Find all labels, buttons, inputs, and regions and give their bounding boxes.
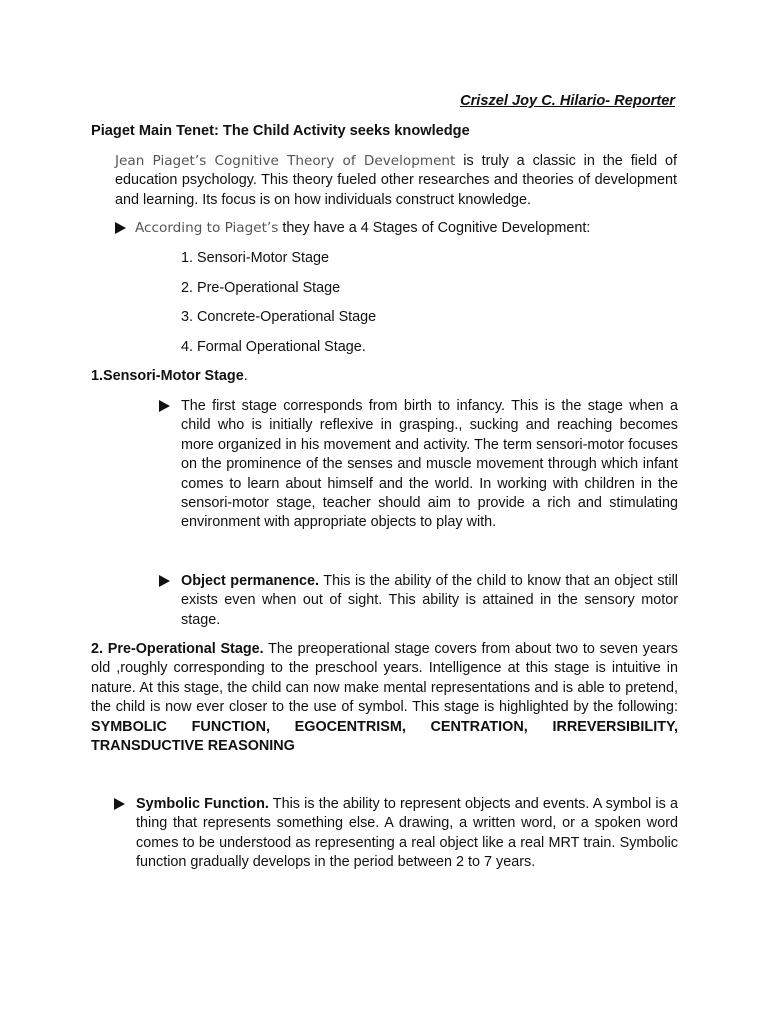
- section1-heading-suffix: .: [243, 368, 248, 384]
- stage-list-item: 3. Concrete-Operational Stage: [181, 309, 377, 325]
- stages-intro: [135, 219, 590, 238]
- section2-heading: 2. Pre-Operational Stage.: [91, 641, 264, 657]
- section2-bullet: [136, 795, 678, 873]
- bullet-arrow-icon: [159, 575, 170, 587]
- object-permanence-term: Object permanence.: [181, 573, 320, 589]
- bullet-arrow-icon: [115, 222, 126, 234]
- symbolic-function-term: Symbolic Function.: [136, 796, 269, 812]
- document-title: Piaget Main Tenet: The Child Activity seeks knowledge: [91, 123, 470, 139]
- bullet-arrow-icon: [114, 798, 125, 810]
- section1-bullet1: The first stage corresponds from birth to infancy. This is the stage when a child who is initially reflexive in grasping., sucking and reaching becomes more organized in his movement and activity. The term sensori-motor focuses on the prominence of the senses and muscle movement through which infant comes to learn about himself and the world. In working with children in the sensori-motor stage, teacher should aim to provide a rich and stimulating environment with appropriate objects to play with.: [181, 398, 678, 531]
- section2-text: The preoperational stage covers from about two to seven years old ,roughly corresponding to the preschool years. Intelligence at this stage is intuitive in nature. At this stage, the child can now make mental representations and is able to pretend, the child is now ever closer to the use of symbol. This stage is highlighted by the following:: [91, 641, 678, 716]
- stages-intro-rest: they have a 4 Stages of Cognitive Development:: [278, 220, 591, 236]
- section1-heading-line: [91, 367, 248, 386]
- stage-list-item: 2. Pre-Operational Stage: [181, 280, 341, 296]
- object-permanence-text: This is the ability of the child to know that an object still exists even when out of sight. This ability is attained in the sensory motor stage.: [181, 573, 678, 628]
- section1-bullet2: [181, 572, 678, 630]
- stage-list-item: 1. Sensori-Motor Stage: [181, 250, 329, 266]
- intro-paragraph: [115, 152, 677, 210]
- section2-paragraph: [91, 640, 678, 756]
- intro-rest: is truly a classic in the field of education psychology. This theory fueled other researches and theories of development and learning. Its focus is on how individuals construct knowledge.: [115, 153, 677, 208]
- stage-list-item: 4. Formal Operational Stage.: [181, 339, 366, 355]
- reporter-name: Criszel Joy C. Hilario- Reporter: [460, 93, 675, 109]
- symbolic-function-text: This is the ability to represent objects and events. A symbol is a thing that represents something else. A drawing, a written word, or a spoken word comes to be understood as representing a real object like a real MRT train. Symbolic function gradually develops in the period between 2 to 7 years.: [136, 796, 678, 871]
- section1-heading: 1.Sensori-Motor Stage: [91, 368, 244, 384]
- section2-highlights: SYMBOLIC FUNCTION, EGOCENTRISM, CENTRATION, IRREVERSIBILITY, TRANSDUCTIVE REASONING: [91, 718, 678, 755]
- bullet-arrow-icon: [159, 400, 170, 412]
- stages-intro-lead: According to Piaget’s: [135, 220, 279, 236]
- intro-lead: Jean Piaget’s Cognitive Theory of Development: [115, 153, 456, 169]
